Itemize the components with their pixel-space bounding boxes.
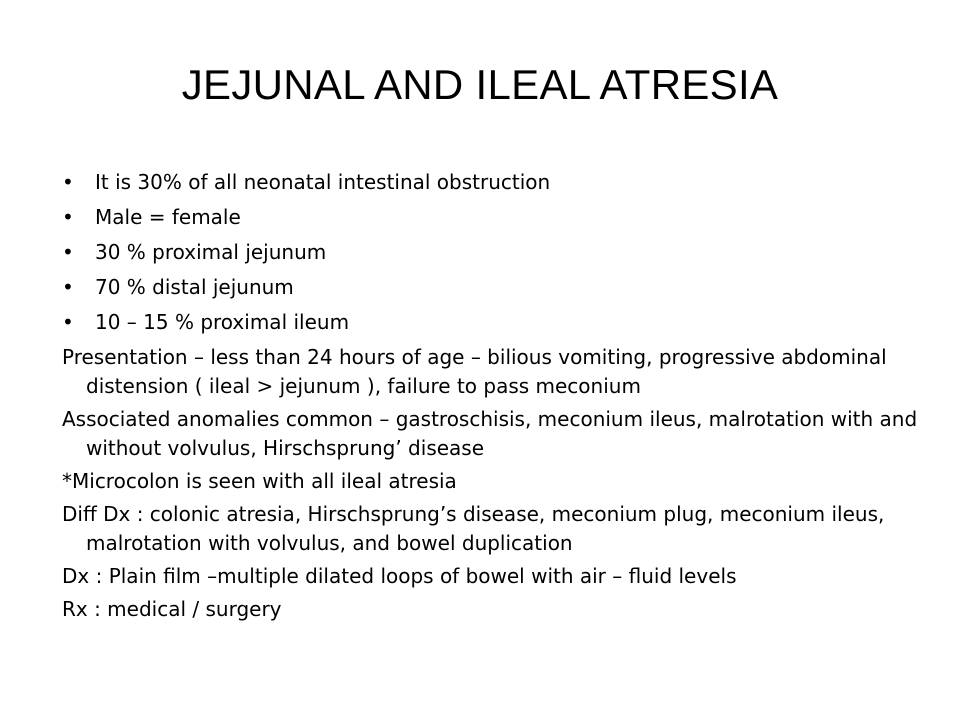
bullet-item <box>62 273 942 308</box>
presentation-paragraph: Presentation – less than 24 hours of age – bilious vomiting, progressive abdominal distension ( ileal > jejunum ), failure to pass meconium <box>62 345 887 398</box>
differential-diagnosis-paragraph: Diff Dx : colonic atresia, Hirschsprung’s disease, meconium plug, meconium ileus, malrotation with volvulus, and bowel duplication <box>62 502 885 555</box>
bullet-dot-icon: • <box>62 205 74 229</box>
bullet-dot-icon: • <box>62 275 74 299</box>
diagnosis-paragraph: Dx : Plain film –multiple dilated loops of bowel with air – fluid levels <box>62 564 737 588</box>
bullet-item <box>62 168 942 203</box>
treatment-paragraph: Rx : medical / surgery <box>62 597 282 621</box>
bullet-list <box>62 168 942 343</box>
slide-content <box>62 168 942 628</box>
bullet-text: 70 % distal jejunum <box>95 275 294 299</box>
bullet-text: 30 % proximal jejunum <box>95 240 327 264</box>
microcolon-paragraph: *Microcolon is seen with all ileal atresia <box>62 469 457 493</box>
associated-anomalies-paragraph: Associated anomalies common – gastroschisis, meconium ileus, malrotation with and without volvulus, Hirschsprung’ disease <box>62 407 918 460</box>
bullet-dot-icon: • <box>62 170 74 194</box>
bullet-item <box>62 203 942 238</box>
bullet-text: It is 30% of all neonatal intestinal obstruction <box>95 170 551 194</box>
bullet-item <box>62 308 942 343</box>
bullet-text: 10 – 15 % proximal ileum <box>95 310 350 334</box>
bullet-text: Male = female <box>95 205 241 229</box>
bullet-dot-icon: • <box>62 310 74 334</box>
bullet-item <box>62 238 942 273</box>
slide-title: JEJUNAL AND ILEAL ATRESIA <box>181 61 779 108</box>
bullet-dot-icon: • <box>62 240 74 264</box>
